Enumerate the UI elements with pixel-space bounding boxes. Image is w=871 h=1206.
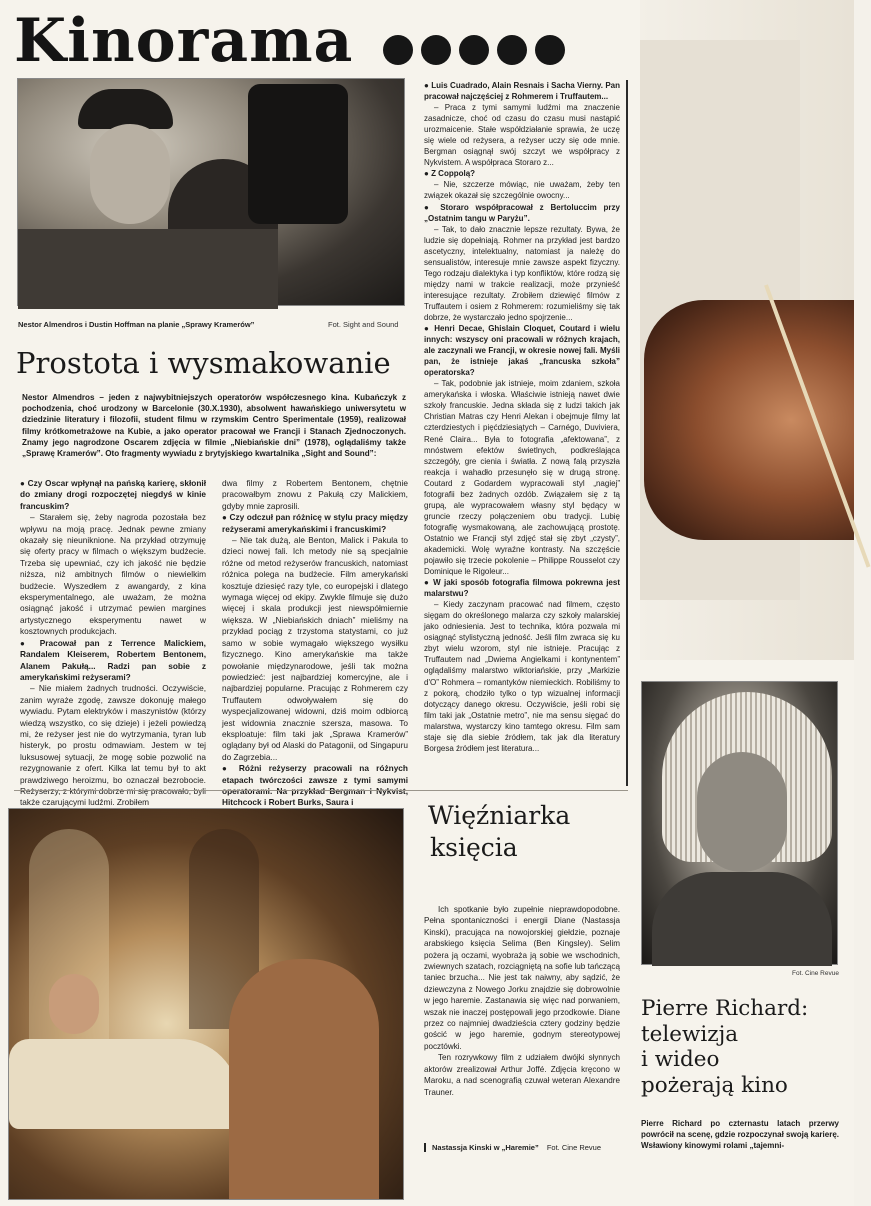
a1c3-p2: ● Z Coppolą? [424,168,620,179]
a1c3-p4: ● Storaro współpracował z Bertoluccim przy „Ostatnim tangu w Paryżu”. [424,202,620,224]
masthead [14,6,624,76]
a1c1-p1: – Starałem się, żeby nagroda pozostała bez wpływu na moją pracę. Jednak pewne zmiany okazały się nieuniknione. Na przykład otrzymuję się oferty pracy w filmach o większym budżecie. Trzeba się upewniać, czy ich jakość nie będzie niższa, niż ambitnych filmów o niewielkim budżecie. Wyszedłem z awangardy, z kina eksperymentalnego, ale uważam, że można osiągnąć jakość i utrzymać pewien margines artystycznego eksperymentu nawet w kosztownych produkcjach. [20,512,206,637]
a1c2-p3: ● Różni reżyserzy pracowali na różnych etapach twórczości zawsze z tymi samymi Hitchcock i Robert Burks, Saura i [222,763,408,809]
article1-lead: Nestor Almendros – jeden z najwybitniejszych operatorów współczesnego kina. Kubańczyk z pochodzenia, choć urodzony w Barcelonie (30.X.1930), absolwent hawańskiego uniwersytetu w dziedzinie literatury i filozofii, student filmu w rzymskim Centro Sperimentale (1959), realizował filmy krótkometrażowe na Kubie, a jako operator pracował we Francji i Stanach Zjednoczonych. Znamy jego nagrodzone Oscarem zdjęcia w filmie „Niebiańskie dni” (1978), oglądaliśmy także „Sprawę Kramerów”. Oto fragmenty wywiadu z brytyjskiego kwartalnika „Sight and Sound”: [22,393,406,459]
article3-headline-line4: pożerają kino [641,1072,788,1098]
a1c3-p8: ● W jaki sposób fotografia filmowa pokrewna jest malarstwu? [424,577,620,599]
article3-lead: Pierre Richard po czternastu latach przerwy powrócił na scenę, gdzie rozpoczynał swoją karierę. Wsławiony kinowymi rolami „tajemni- [641,1119,839,1150]
a1c3-p9: – Kiedy zaczynam pracować nad filmem, często sięgam do określonego malarza czy szkoły malarskiej jako odniesienia. Jest to technika, która pozwala mi osiągnąć stylistyczną jedność. Jeśli film zwraca się ku zbyt wielu wzorom, styl nie istnieje. Pracując z Truffautem nad „Dwiema Angielkami i kontynentem” oglądaliśmy malarstwo wiktoriańskie, przy „Markizie d'O” Rohmera – romantyków niemieckich. Robiliśmy to z pokorą, chodziło tylko o typ wizualnej informacji dotyczący danego okresu. Oczywiście, jeśli robi się film taki jak „Ostatnie metro”, nie ma sensu sięgać do malarstwa, wystarczy kino tamtego okresu. Film sam staje się dla siebie źródłem, tak jak dla literatury Borgesa źródłem jest literatura... [424,600,620,753]
article3-headline-line1: Pierre Richard: [641,996,809,1021]
photo3-credit: Fot. Cine Revue [792,970,839,977]
harem-photo [8,808,404,1200]
article2-headline-line2: księcia [430,833,518,862]
column-rule [626,80,628,786]
a1c3-p7: – Tak, podobnie jak istnieje, moim zdaniem, szkoła amerykańska i włoska. Właściwie istnieją nawet dwie szkoły francuskie. Jedna składa się z ludzi takich jak Christian Matras czy Henri Alekan i obejmuje filmy lat czterdziestych i pięćdziesiątych – Carnégo, Duviviera, René Claira... Była to fotografia „afektowana”, z mnóstwem efektów świetlnych, podkreślająca szczegóły, gre cienia i światła. Z nową falą przyszła reakcja i wahadło przesunęło się w drugą stronę. Coutard z Godardem wypracowali styl „nagiej” fotografii bez żadnych ozdób. Związałem się z tą grupą, ale wypracowałem własny styl będący w gruncie rzeczy połączeniem obu tradycji. Lubię fotografię wysmakowaną, ale zachowującą prostotę. Ostatnio we Francji styl zdjęć stał się zbyt „czysty”, akademicki. Wolę wyraźne kontrasty. Na szczęście pojawiło się trzecie pokolenie – Philippe Rousselot czy Dominique le Rigoleur... [424,379,620,577]
almendros-hoffman-photo [17,78,405,306]
photo2-caption [424,1143,620,1152]
article3-headline [641,996,808,1098]
section-rule [14,790,628,791]
a1c1-p0: ● Czy Oscar wpłynął na pańską karierę, skłonił do zmiany drogi rozpoczętej niegdyś w kinie francuskim? [20,478,206,512]
photo1-credit: Fot. Sight and Sound [328,320,399,329]
photo2-credit: Fot. Cine Revue [546,1143,602,1152]
a1c3-p5: – Tak, to dało znacznie lepsze rezultaty. Bywa, że ludzie się dopełniają. Rohmer na przykład jest bardzo ascetyczny, intelektualny, natomiast ja należę do sensualistów, interesuje mnie zawsze aspekt fizyczny. Tego rodzaju dialektyka i typ konfliktów, które rodzą się między nami w trakcie realizacji, może przynieść interesujące rezultaty. Zrobiłem dziewięć filmów z Truffautem i osiem z Rohmerem: rozumieliśmy się tak dobrze, że wystarczało jedno spojrzenie... [424,224,620,322]
article3-headline-line2: telewizja [641,1021,739,1047]
article2-body [424,904,620,1134]
masthead-dots [375,6,565,76]
article3-headline-line3: i wideo [641,1047,720,1072]
article1-col1 [20,478,206,808]
a2-p0: Ich spotkanie było zupełnie nieprawdopodobne. Pełna spontaniczności i energii Diane (Nastassja Kinski), pracująca na nowojorskiej giełdzie, poznaje arabskiego księcia Selima (Ben Kingsley). Selim pożera ją oczami, wyobraża ją sobie we wschodnich, zwiewnych szatach, rozciągniętą na sofie lub tańczącą taniec brzucha... Nie jest tak naiwny, aby sądzić, że dziewczyna z Nowego Jorku znajdzie się dobrowolnie w jego haremie. Zastanawia się więc nad porwaniem, wszak nie inaczej postępowali jego przodkowie. Diane przez co najmniej dwadzieścia cztery godziny będzie gościć w jego haremie, godnym stereotypowej pocztówki. [424,905,620,1051]
a1c1-p3: – Nie miałem żadnych trudności. Oczywiście, zanim wyraże zgodę, zawsze dokonuję małego wywiadu. Pytam elektryków i maszynistów (którzy wiedzą wszystko, co się dzieje) i jeżeli powiedzą mi, że reżyser jest nie do wytrzymania, tyran lub histeryk, po prostu odmawiam. Jestem w tej luksusowej sytuacji, że mogę sobie pozwolić na rezygnowanie z ofert. Kilka lat temu był to akt prawdziwego heroizmu, bo oznaczał bezrobocie. także czarującymi ludźmi. Zrobiłem [20,683,206,808]
a1c2-p1: ● Czy odczuł pan różnicę w stylu pracy między reżyserami amerykańskimi i francuskimi? [222,512,408,535]
a1c2-p2: – Nie tak dużą, ale Benton, Malick i Pakula to dzieci nowej fali. Ich metody nie są specjalnie różne od metod reżyserów francuskich, natomiast różnica polega na budżecie. Film amerykański kosztuje dziesięć razy tyle, co europejski i dlatego wymaga więcej od ekipy. Zwykle filmuje się dużo więcej i skala produkcji jest niewspółmiernie większa. W „Niebiańskich dniach” mieliśmy na przykład pociąg z trzystoma statystami, co już samo w sobie wymagało większego wysiłku fizycznego. Kino amerykańskie ma także powołanie międzynarodowe, jeśli tak można powiedzieć: jest najbardziej komercyjne, ale i najbardziej popularne. Pracując z Rohmerem czy Truffautem odwoływałem się do wyspecjalizowanej widowni, dziś moim odbiorcą jest widownia znacznie szersza, masowa. To eksploatuje: film taki jak „Sprawa Kramerów” oglądany był od Alaski do Patagonii, od Singapuru do Zagrzebia... [222,535,408,762]
photo1-caption: Nestor Almendros i Dustin Hoffman na planie „Sprawy Kramerów” [18,320,255,329]
a1c3-p6: ● Henri Decae, Ghislain Cloquet, Coutard i wielu innych: wszyscy oni pracowali w różnych krajach, ale zaczynali we Francji, w okresie nowej fali. Myśli pan, że istnieje jakaś „francuska szkoła” operatorska? [424,323,620,378]
article2-headline-line1: Więźniarka [428,801,571,830]
a1c3-p0: ● Luis Cuadrado, Alain Resnais i Sacha Vierny. Pan pracował najczęściej z Rohmerem i Truffautem... [424,80,620,102]
a1c3-p1: – Praca z tymi samymi ludźmi ma znaczenie zasadnicze, choć od czasu do czasu musi nastąpić urozmaicenie. Stałe współdziałanie sprawia, że uczę się wiele od reżysera, a reżyser uczy się ode mnie. Bergman osiągnął swój szczyt we współpracy z Nykvistem. A współpraca Storaro z... [424,103,620,168]
pierre-richard-photo [641,681,838,965]
a2-p1: Ten rozrywkowy film z udziałem dwójki słynnych aktorów zrealizował Arthur Joffé. Zdjęcia kręcono w Maroku, a nad scenografią czuwał weteran Alexandre Trauner. [424,1053,620,1097]
photo2-caption-text: Nastassja Kinski w „Haremie” [432,1143,539,1152]
article1-col2 [222,478,409,808]
right-edge-photo-upper [640,0,854,660]
a1c3-p3: – Nie, szczerze mówiąc, nie uważam, żeby ten związek okazał się szczególnie owocny... [424,180,620,201]
a1c2-p0: dwa filmy z Robertem Bentonem, chętnie pracowałbym znowu z Pakułą czy Malickiem, gdyby mnie zaprosili. [222,478,408,511]
article1-headline: Prostota i wysmakowanie [16,346,391,380]
masthead-title: Kinorama [14,6,354,76]
article1-col3 [424,80,620,782]
a1c1-p2: ● Pracował pan z Terrence Malickiem, Randalem Kleiserem, Robertem Bentonem, Alanem Pakułą... Radzi pan sobie z amerykańskimi reżyserami? [20,638,206,684]
article2-headline [428,800,570,864]
